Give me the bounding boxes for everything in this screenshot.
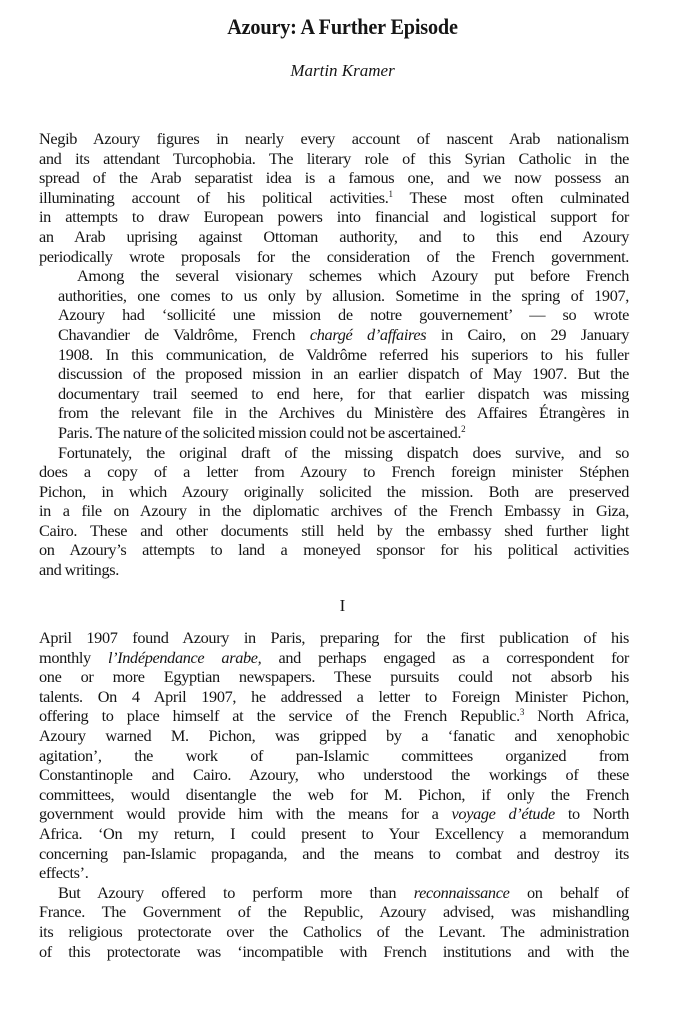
text-run: Chavandier de Valdrôme, French [58,324,310,344]
text-line: Negib Azoury figures in nearly every account of nascent Arab nationalism [39,129,629,148]
section-body [39,628,629,961]
text-line: periodically wrote proposals for the consideration of the French government. [39,246,629,266]
paragraph [39,129,629,266]
text-run: These most often culminated [392,187,629,207]
text-run: and perhaps engaged as a correspondent for [261,647,629,667]
paragraph [39,266,629,442]
text-line: does a copy of a letter from Azoury to French foreign minister Stéphen [39,462,629,482]
text-line [39,883,629,903]
text-run: government would provide him with the means for a [39,804,452,824]
text-line: one or more Egyptian newspapers. These pursuits could not absorb his [39,667,629,687]
footnote-marker[interactable]: 3 [519,707,524,718]
text-line [39,188,629,208]
text-line [39,648,629,668]
text-line: Cairo. These and other documents still held by the embassy shed further light [39,520,629,540]
text-line: its religious protectorate over the Catholics of the Levant. The administration [39,921,629,941]
text-line: Pichon, in which Azoury originally solicited the mission. Both are preserved [39,481,629,501]
text-run: offering to place himself at the service of the French Republic. [39,706,520,726]
text-line: agitation’, the work of pan-Islamic committees organized from [39,745,629,765]
text-line: Fortunately, the original draft of the missing dispatch does survive, and so [58,442,629,462]
text-line: from the relevant file in the Archives du Ministère des Affaires Étrangères in [58,403,629,423]
text-line: discussion of the proposed mission in an earlier dispatch of May 1907. But the [58,364,629,384]
article-title: Azoury: A Further Episode [227,14,458,39]
text-line: April 1907 found Azoury in Paris, preparing for the first publication of his [39,628,629,647]
text-line: talents. On 4 April 1907, he addressed a letter to Foreign Minister Pichon, [39,686,629,706]
paragraph [39,628,629,883]
text-line: France. The Government of the Republic, Azoury advised, was mishandling [39,902,629,922]
text-line: documentary trail seemed to end here, for that earlier dispatch was missing [58,383,629,403]
text-line: 1908. In this communication, de Valdrôme referred his superiors to his fuller [58,344,629,364]
text-line: of this protectorate was ‘incompatible with French institutions and with the [39,941,629,961]
text-run: to North [554,804,630,824]
footnote-marker[interactable]: 1 [388,188,393,199]
text-line [39,325,629,345]
text-run: But Azoury offered to perform more than [58,882,414,902]
text-line: Azoury had ‘sollicité une mission de notre gouvernement’ — so wrote [58,305,629,325]
text-line: Among the several visionary schemes which Azoury put before French [77,266,629,286]
text-run: North Africa, [523,706,629,726]
text-line [39,804,629,824]
text-run: on behalf of [509,882,629,902]
text-line: and its attendant Turcophobia. The literary role of this Syrian Catholic in the [39,148,629,168]
text-line: Constantinople and Cairo. Azoury, who understood the workings of these [39,765,629,785]
italic-term: reconnaissance [413,882,510,902]
text-line: on Azoury’s attempts to land a moneyed sponsor for his political activities [39,540,629,560]
paragraph [39,883,629,961]
italic-term: voyage d’étude [451,804,555,824]
italic-title: l’Indépendance arabe, [107,647,262,667]
text-line: an Arab uprising against Ottoman authority, and to this end Azoury [39,226,629,246]
text-line: in a file on Azoury in the diplomatic archives of the French Embassy in Giza, [39,501,629,521]
text-line: and writings. [39,560,119,580]
text-line: spread of the Arab separatist idea is a famous one, and we now possess an [39,168,629,188]
article-author: Martin Kramer [290,61,395,80]
text-run: illuminating account of his political activities. [39,187,389,207]
text-line: in attempts to draw European powers into financial and logistical support for [39,207,629,227]
text-line: Africa. ‘On my return, I could present to Your Excellency a memorandum [39,823,629,843]
text-line [39,706,629,726]
section-heading: I [339,596,346,615]
intro-body [39,129,629,580]
text-run: monthly [39,647,108,667]
text-line: committees, would disentangle the web for M. Pichon, if only the French [39,784,629,804]
text-line: concerning pan-Islamic propaganda, and the means to combat and destroy its [39,843,629,863]
text-line: authorities, one comes to us only by allusion. Sometime in the spring of 1907, [58,285,629,305]
text-line: effects’. [39,863,89,883]
italic-term: chargé d’affaires [309,324,427,344]
text-line [39,423,629,443]
text-line: Azoury warned M. Pichon, was gripped by a ‘fanatic and xenophobic [39,725,629,745]
footnote-marker[interactable]: 2 [461,423,466,434]
text-run: Paris. The nature of the solicited mission could not be ascertained. [58,422,462,442]
paragraph [39,443,629,580]
text-run: in Cairo, on 29 January [426,324,629,344]
